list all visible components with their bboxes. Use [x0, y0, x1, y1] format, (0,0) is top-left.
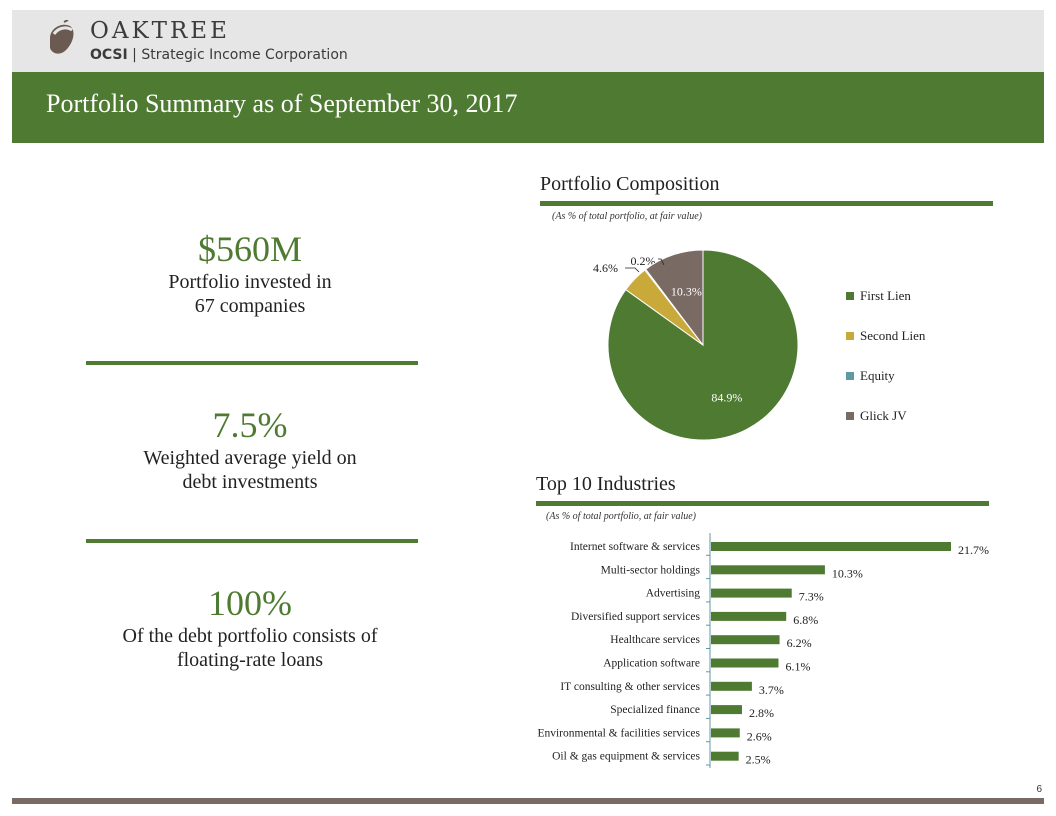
acorn-logo-icon [44, 20, 80, 60]
bar-category-label: Diversified support services [570, 610, 700, 623]
ticker: OCSI [90, 47, 128, 63]
bar-value-label: 21.7% [958, 543, 989, 557]
stat-desc-line1: Weighted average yield on [143, 447, 357, 469]
bar-value-label: 2.8% [748, 706, 774, 721]
bar-category-label: IT consulting & other services [560, 680, 700, 693]
stat-value: 100% [208, 583, 292, 623]
divider [86, 539, 418, 543]
divider [86, 361, 418, 365]
pie-label-first-lien: 84.9% [711, 390, 743, 405]
footer-bar [12, 798, 1044, 804]
bar-value-label: 10.3% [831, 566, 863, 581]
legend-label: Equity [860, 368, 895, 383]
stat-desc-line2: debt investments [182, 471, 318, 493]
bar-category-label: Advertising [645, 587, 700, 600]
industries-note: (As % of total portfolio, at fair value) [546, 511, 696, 522]
composition-heading: Portfolio Composition [540, 173, 720, 195]
bar [711, 728, 740, 737]
bar [711, 565, 825, 574]
pie-label-second-lien: 4.6% [593, 261, 618, 275]
industries-bar-chart [520, 533, 1040, 773]
bar [711, 659, 778, 668]
stat-value: $560M [197, 229, 302, 269]
bar-value-label: 7.3% [798, 589, 824, 604]
pie-label-glick-jv: 10.3% [670, 284, 702, 299]
legend-swatch [846, 372, 854, 380]
stat-desc-line2: 67 companies [194, 295, 306, 317]
industries-heading: Top 10 Industries [536, 473, 676, 495]
brand-subtitle [90, 47, 348, 63]
bar [711, 542, 951, 551]
pie-legend [846, 276, 925, 436]
legend-item-first-lien [846, 276, 925, 316]
bar-category-label: Healthcare services [610, 634, 700, 647]
bar [711, 612, 786, 621]
bar-value-label: 2.5% [745, 752, 771, 767]
bar-value-label: 6.2% [786, 636, 812, 651]
legend-label: Second Lien [860, 328, 926, 343]
legend-swatch [846, 332, 854, 340]
bar-value-label: 6.1% [785, 659, 811, 674]
stat-floating-rate [70, 582, 430, 672]
stat-yield [70, 404, 430, 494]
bar [711, 752, 739, 761]
legend-swatch [846, 412, 854, 420]
stat-desc-line1: Portfolio invested in [168, 271, 332, 293]
composition-note: (As % of total portfolio, at fair value) [552, 211, 702, 222]
page-number: 6 [1036, 784, 1042, 795]
legend-item-second-lien [846, 316, 925, 356]
bar-value-label: 2.6% [746, 729, 772, 744]
bar [711, 635, 780, 644]
bar-value-label: 3.7% [758, 682, 784, 697]
company-name: | Strategic Income Corporation [127, 47, 348, 63]
pie-label-equity: 0.2% [630, 254, 656, 268]
pie-leader-line [625, 268, 639, 272]
legend-item-glick-jv [846, 396, 925, 436]
legend-label: Glick JV [860, 408, 907, 423]
bar-category-label: Internet software & services [570, 541, 700, 553]
page-title: Portfolio Summary as of September 30, 2017 [46, 89, 518, 118]
composition-pie-chart [550, 240, 840, 450]
bar-category-label: Application software [603, 657, 700, 670]
bar-category-label: Multi-sector holdings [600, 564, 700, 577]
bar [711, 682, 752, 691]
stat-desc-line2: floating-rate loans [176, 649, 324, 671]
bar-category-label: Specialized finance [610, 704, 700, 717]
bar [711, 705, 742, 714]
industries-underline [536, 501, 989, 506]
stat-value: 7.5% [212, 405, 288, 445]
stat-desc-line1: Of the debt portfolio consists of [122, 625, 378, 647]
composition-underline [540, 201, 993, 206]
bar-category-label: Environmental & facilities services [537, 727, 700, 740]
legend-swatch [846, 292, 854, 300]
bar-value-label: 6.8% [793, 612, 819, 627]
stat-portfolio-size [70, 228, 430, 318]
brand-name: OAKTREE [90, 18, 230, 44]
legend-item-equity [846, 356, 925, 396]
bar [711, 589, 792, 598]
legend-label: First Lien [860, 288, 911, 303]
bar-category-label: Oil & gas equipment & services [552, 750, 700, 763]
